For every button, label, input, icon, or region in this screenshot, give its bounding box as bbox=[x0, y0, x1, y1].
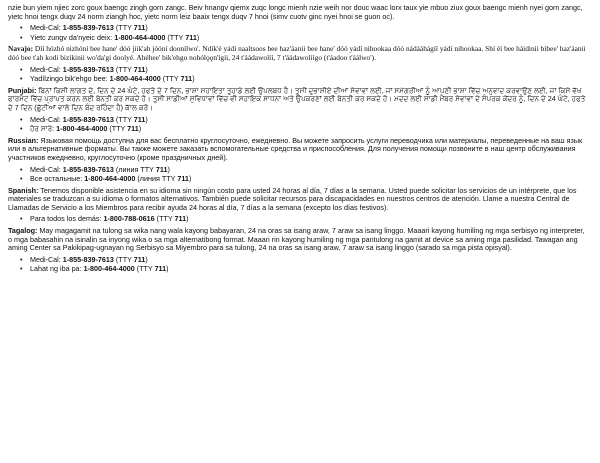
phone-number[interactable]: 1-855-839-7613 bbox=[62, 64, 114, 74]
phone-label: Medi-Cal: bbox=[30, 23, 61, 33]
phone-number[interactable]: 1-855-839-7613 bbox=[62, 114, 114, 124]
phone-label: Medi-Cal: bbox=[30, 254, 61, 264]
phone-number[interactable]: 1-855-839-7613 bbox=[62, 164, 114, 174]
tty-suffix: ) bbox=[145, 64, 148, 74]
tty-number[interactable]: 711 bbox=[133, 114, 146, 124]
section-text: ਬਿਨਾਂ ਕਿਸੀ ਲਾਗਤ ਦੇ, ਦਿਨ ਦੇ 24 ਘੰਟੇ, ਹਫਤੇ ਦੇ 7 ਦਿਨ, ਭਾਸ਼ਾ ਸਹਾਇਤਾ ਤੁਹਾਡੇ ਲਈ ਉਪਲਬਧ ਹੈ। ਤੁਸੀਂ ਦੁਭਾਸ਼ੀਏ ਦੀਆਂ ਸੇਵਾਵਾਂ ਲਈ, ਜਾਂ ਸਮੱਗਰੀਆਂ ਨੂੰ ਆਪਣੀ ਭਾਸ਼ਾ ਵਿੱਚ ਅਨੁਵਾਦ ਕਰਵਾਉਣ ਲਈ, ਜਾਂ ਕਿਸੇ ਵੱਖ ਫਾਰਮੈਟ ਵਿੱਚ ਪ੍ਰਾਪਤ ਕਰਨ ਲਈ ਬੇਨਤੀ ਕਰ ਸਕਦੇ ਹੋ। ਤੁਸੀਂ ਸਾਡੀਆਂ ਸੁਵਿਧਾਵਾਂ ਵਿੱਚ ਵੀ ਸਹਾਇਕ ਸਾਧਨਾਂ ਅਤੇ ਉਪਕਰਣਾਂ ਲਈ ਬੇਨਤੀ ਕਰ ਸਕਦੇ ਹੋ। ਮਦਦ ਲਈ ਸਾਡੀ ਮੈਂਬਰ ਸੇਵਾਵਾਂ ਦੇ ਸੰਪਰਕ ਕੇਂਦਰ ਨੂੰ, ਦਿਨ ਦੇ 24 ਘੰਟੇ, ਹਫਤੇ ਦੇ 7 ਦਿਨ (ਛੁੱਟੀਆਂ ਵਾਲੇ ਦਿਨ ਬੰਦ ਰਹਿੰਦਾ ਹੈ) ਕਾੱਲ ਕਰੋ। bbox=[8, 85, 586, 112]
language-section bbox=[8, 187, 590, 224]
phone-number[interactable]: 1-800-788-0616 bbox=[103, 214, 155, 224]
phone-label: Yadílzingo bik'ehgo bee: bbox=[30, 74, 108, 84]
section-text: Языковая помощь доступна для вас бесплатно круглосуточно, ежедневно. Вы можете запросить услуги переводчика или материалы, переведенные на ваш язык или в альтернативные форматы. Вы также можете заказать вспомогательные средства и приспособления. Для получения помощи позвоните в наш центр обслуживания участников ежедневно, круглосуточно (кроме праздничных дней). bbox=[8, 135, 583, 162]
phone-list-item bbox=[30, 24, 590, 33]
section-text: Díí hózhó nizhóní bee hane' dóó jiik'ah jóóní doonílwo'. Ndík'é yádí naaltsoos bee haz'áanii bee hane' dóó yádí nihookaa dóó nádááhágíí yádí nihookaa. Shí éí bee háidinii bibee' haz'áanii dóó bee t'ah kodi bizikinii wo'da'gi doolyé. Ahéhee' bik'ehgo nohólǫǫn'igii, 24 t'áádawolíí, 7 t'áádawolíígo (t'áadoo t'áálwo'). bbox=[8, 44, 586, 62]
section-paragraph bbox=[8, 45, 590, 62]
phone-label: ਹੋਰ ਸਾਰੇ: bbox=[30, 124, 55, 134]
section-paragraph bbox=[8, 87, 590, 113]
tty-prefix: (TTY bbox=[136, 264, 153, 274]
tty-prefix: (TTY bbox=[109, 124, 126, 134]
phone-list-item bbox=[30, 265, 590, 274]
tty-number[interactable]: 711 bbox=[133, 23, 146, 33]
tty-suffix: ) bbox=[138, 124, 142, 134]
tty-suffix: ) bbox=[145, 254, 148, 264]
tty-suffix: ) bbox=[167, 164, 170, 174]
language-name: Tagalog: bbox=[8, 226, 38, 236]
phone-number[interactable]: 1-800-464-4000 bbox=[83, 264, 135, 274]
phone-list-item bbox=[30, 256, 590, 265]
phone-label: Lahat ng iba pa: bbox=[30, 264, 82, 274]
language-name: Russian: bbox=[8, 135, 39, 145]
language-name: Punjabi: bbox=[8, 85, 37, 95]
language-section bbox=[8, 87, 590, 134]
phone-label: Medi-Cal: bbox=[30, 114, 61, 124]
language-name: Spanish: bbox=[8, 185, 39, 195]
phone-number[interactable]: 1-800-464-4000 bbox=[56, 124, 108, 134]
phone-label: Medi-Cal: bbox=[30, 64, 61, 74]
language-section bbox=[8, 4, 590, 42]
tty-prefix: (TTY bbox=[167, 32, 184, 42]
tty-number[interactable]: 711 bbox=[185, 32, 197, 42]
language-section bbox=[8, 137, 590, 184]
phone-list bbox=[8, 256, 590, 274]
tty-prefix: (TTY bbox=[115, 114, 132, 124]
phone-list bbox=[8, 116, 590, 134]
language-section bbox=[8, 227, 590, 274]
phone-list bbox=[8, 166, 590, 184]
section-paragraph bbox=[8, 187, 590, 213]
tty-number[interactable]: 711 bbox=[133, 64, 146, 74]
phone-list-item bbox=[30, 66, 590, 75]
phone-label: Все остальные: bbox=[30, 174, 83, 184]
tty-prefix: (линия TTY bbox=[137, 174, 176, 184]
section-text: nzie bun yiem njiec zorc goux baengc zingh gorn zangc. Beiv hnangv qiemx zuqc longc mienh nzie weih nor douc waac lorx taux yie mbuo ziux goux baengc mienh nyei gorn zangc, yietc hnoi tengx duqv 24 norm ziangh hoc, yietc norm leiz baaix tengx duqv 7 hnoi (simv cuotv ginc nyei hnoi se guon oc). bbox=[8, 3, 583, 21]
section-text: May magagamit na tulong sa wika nang wala kayong babayaran, 24 na oras sa isang araw, 7 araw sa isang linggo. Maaari kayong humiling ng mga serbisyo ng interpreter, o mga babasahin na isinalin sa inyong wika o sa mga alternatibong format. Maaari rin kayong humiling ng mga pantulong na gamit at device sa aming mga pasilidad. Tawagan ang aming Center sa Pakikipag-ugnayan ng Serbisyo sa Miyembro para sa tulong, 24 na oras sa isang araw, 7 araw sa isang linggo (sarado sa mga pista opisyal). bbox=[8, 226, 585, 253]
tty-suffix: ) bbox=[196, 32, 200, 42]
tty-prefix: (TTY bbox=[156, 214, 173, 224]
tty-suffix: ) bbox=[188, 174, 192, 184]
phone-list-item bbox=[30, 125, 590, 134]
section-text: Tenemos disponible asistencia en su idioma sin ningún costo para usted 24 horas al día, 7 días a la semana. Usted puede solicitar los servicios de un intérprete, que los materiales se traduzcan a su idioma o formatos alternativos. También puede solicitar recursos para discapacidades en nuestros centros de atención. Llame a nuestra Central de Llamadas de Servicio a los Miembros para recibir ayuda 24 horas al día, 7 días a la semana (excepto los días festivos). bbox=[8, 185, 577, 212]
tty-prefix: (TTY bbox=[115, 254, 132, 264]
section-paragraph bbox=[8, 227, 590, 253]
phone-list-item bbox=[30, 166, 590, 175]
tty-suffix: ) bbox=[166, 264, 169, 274]
tty-suffix: ) bbox=[192, 74, 195, 84]
section-paragraph bbox=[8, 4, 590, 21]
phone-number[interactable]: 1-800-464-4000 bbox=[84, 174, 136, 184]
phone-number[interactable]: 1-800-464-4000 bbox=[114, 32, 166, 42]
tty-suffix: ) bbox=[186, 214, 189, 224]
tty-prefix: (TTY bbox=[162, 74, 179, 84]
phone-label: Para todos los demás: bbox=[30, 214, 102, 224]
tty-suffix: ) bbox=[145, 114, 148, 124]
phone-label: Yietc zungv da'nyeic deix: bbox=[30, 32, 113, 42]
phone-list-item bbox=[30, 175, 590, 184]
tty-number[interactable]: 711 bbox=[174, 214, 187, 224]
tty-prefix: (TTY bbox=[115, 64, 132, 74]
section-paragraph bbox=[8, 137, 590, 163]
phone-number[interactable]: 1-855-839-7613 bbox=[62, 23, 114, 33]
phone-list-item bbox=[30, 75, 590, 84]
phone-list-item bbox=[30, 34, 590, 43]
phone-list bbox=[8, 66, 590, 84]
tty-suffix: ) bbox=[145, 23, 148, 33]
tty-number[interactable]: 711 bbox=[127, 124, 139, 134]
tty-number[interactable]: 711 bbox=[154, 264, 167, 274]
phone-number[interactable]: 1-855-839-7613 bbox=[62, 254, 114, 264]
phone-label: Medi-Cal: bbox=[30, 164, 61, 174]
phone-list bbox=[8, 24, 590, 42]
tty-number[interactable]: 711 bbox=[177, 174, 189, 184]
phone-number[interactable]: 1-800-464-4000 bbox=[109, 74, 161, 84]
tty-prefix: (линия TTY bbox=[115, 164, 154, 174]
tty-number[interactable]: 711 bbox=[180, 74, 193, 84]
tty-number[interactable]: 711 bbox=[155, 164, 168, 174]
tty-prefix: (TTY bbox=[115, 23, 132, 33]
phone-list-item bbox=[30, 215, 590, 224]
language-name: Navajo: bbox=[8, 44, 34, 54]
language-section bbox=[8, 45, 590, 83]
phone-list-item bbox=[30, 116, 590, 125]
tty-number[interactable]: 711 bbox=[133, 254, 146, 264]
phone-list bbox=[8, 215, 590, 224]
